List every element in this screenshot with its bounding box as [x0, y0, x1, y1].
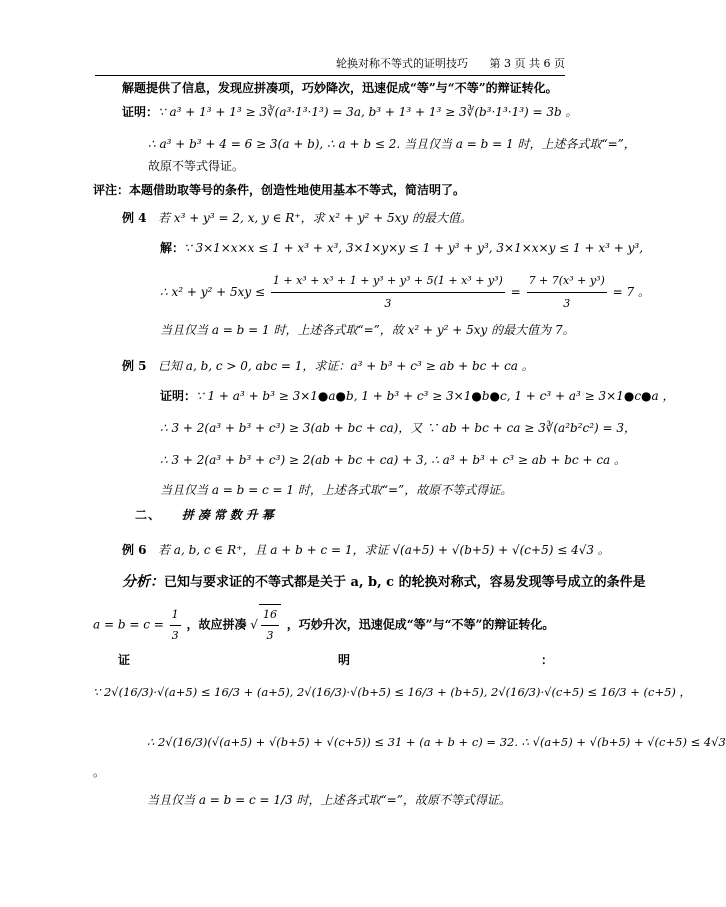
- one-third-fraction: [170, 605, 181, 646]
- proof-line-3: 故原不等式得证。: [148, 159, 245, 173]
- example-6-label: 例 6: [122, 543, 147, 557]
- fraction-1: [271, 270, 505, 315]
- analysis-label: 分析：: [122, 574, 164, 590]
- example-5-conclusion: 当且仅当 a = b = c = 1 时，上述各式取“=”，故原不等式得证。: [160, 483, 513, 497]
- fraction-2-denominator: 3: [563, 297, 571, 310]
- sixteen-numerator: 16: [261, 605, 279, 626]
- proof-label: 证明：: [122, 105, 159, 119]
- proof-heading-c: ：: [541, 653, 554, 667]
- ex5-math-1: ∵ 1 + a³ + b³ ≥ 3×1●a●b, 1 + b³ + c³ ≥ 3×1●b●c, 1 + c³ + a³ ≥ 3×1●c●a ，: [196, 389, 675, 403]
- analysis-text: 已知与要求证的不等式都是关于 a, b, c 的轮换对称式，容易发现等号成立的条件是: [164, 575, 646, 590]
- example-5-text: 已知 a, b, c > 0, abc = 1，求证：a³ + b³ + c³ ≥ ab + bc + ca 。: [157, 359, 534, 373]
- section-heading: [135, 506, 278, 523]
- example-6: [122, 542, 610, 558]
- proof-heading-b: 明: [338, 653, 351, 667]
- header-page-number: 第 3 页 共 6 页: [489, 57, 565, 70]
- proof-equation-1: ∵ 2√(16/3)·√(a+5) ≤ 16/3 + (a+5), 2√(16/3)·√(b+5) ≤ 16/3 + (b+5), 2√(16/3)·√(c+5) ≤ 16/3 + (c+5) ，: [93, 685, 692, 699]
- proof-line-2: ∴ a³ + b³ + 4 = 6 ≥ 3(a + b), ∴ a + b ≤ 2. 当且仅当 a = b = 1 时，上述各式取“=”，: [148, 137, 636, 151]
- header-title: 轮换对称不等式的证明技巧: [336, 57, 469, 70]
- analysis-line-2: [93, 604, 554, 646]
- one-third-denominator: 3: [171, 628, 179, 642]
- example-4: [122, 210, 472, 226]
- example-5-label: 例 5: [122, 359, 147, 373]
- proof-label-2: 证明：: [160, 389, 197, 403]
- radical-sign: √: [250, 617, 258, 632]
- section-number: 二、: [135, 508, 162, 522]
- analysis-end: ，巧妙升次，迅速促成“等”与“不等”的辩证转化。: [286, 617, 555, 632]
- fraction-1-numerator: 1 + x³ + x³ + 1 + y³ + y³ + 5(1 + x³ + y³): [271, 270, 505, 293]
- page-header: [95, 55, 565, 76]
- example-4-solution: [160, 240, 643, 256]
- proof-equation-2: ∴ 2√(16/3)(√(a+5) + √(b+5) + √(c+5)) ≤ 31 + (a + b + c) = 32. ∴ √(a+5) + √(b+5) + √(c+5) ≤ 4√3: [147, 735, 726, 749]
- example-4-label: 例 4: [122, 211, 147, 225]
- example-6-text: 若 a, b, c ∈ R⁺，且 a + b + c = 1，求证 √(a+5) + √(b+5) + √(c+5) ≤ 4√3 。: [157, 543, 610, 557]
- example-5-proof-2: ∴ 3 + 2(a³ + b³ + c³) ≥ 3(ab + bc + ca)，又 ∵ ab + bc + ca ≥ 3∛(a²b²c²) = 3，: [160, 421, 637, 435]
- three-denominator: 3: [266, 629, 274, 642]
- analysis-line-1: [122, 574, 646, 591]
- example-5: [122, 358, 534, 374]
- example-4-conclusion: 当且仅当 a = b = 1 时，上述各式取“=”，故 x² + y² + 5xy 的最大值为 7。: [160, 323, 575, 337]
- final-conclusion: 当且仅当 a = b = c = 1/3 时，上述各式取“=”，故原不等式得证。: [147, 793, 511, 807]
- fraction-2-numerator: 7 + 7(x³ + y³): [527, 270, 607, 293]
- ineq-left: ∴ x² + y² + 5xy ≤: [160, 285, 266, 299]
- example-4-text: 若 x³ + y³ = 2, x, y ∈ R⁺，求 x² + y² + 5xy 的最大值。: [157, 211, 473, 225]
- fraction-2: [527, 270, 607, 315]
- one-third-numerator: 1: [170, 605, 181, 626]
- fraction-1-denominator: 3: [384, 297, 392, 310]
- proof-heading-a: 证: [118, 653, 131, 667]
- example-4-inequality: ∴ x² + y² + 5xy ≤ $\frac{\text{1 + x³ + x³ + 1 + y³ + y³ + 5(1 + x³ + y³)}}{3}$ = $\frac{\text{7 + 7(x³ + y³)}}{3}$ = 7 。: [160, 270, 650, 315]
- section-title: 拼凑常数升幂: [181, 508, 278, 522]
- remark-line: 评注：本题借助取等号的条件，创造性地使用基本不等式，简洁明了。: [93, 183, 466, 197]
- example-5-proof-3: ∴ 3 + 2(a³ + b³ + c³) ≥ 2(ab + bc + ca) + 3, ∴ a³ + b³ + c³ ≥ ab + bc + ca 。: [160, 453, 627, 467]
- equality-condition: a = b = c =: [93, 617, 164, 632]
- proof-math-1: ∵ a³ + 1³ + 1³ ≥ 3∛(a³·1³·1³) = 3a, b³ + 1³ + 1³ ≥ 3∛(b³·1³·1³) = 3b 。: [158, 105, 578, 119]
- solution-math-1: ∵ 3×1×x×x ≤ 1 + x³ + x³, 3×1×y×y ≤ 1 + y³ + y³, 3×1×x×y ≤ 1 + x³ + y³,: [184, 241, 644, 255]
- proof-line-1: [122, 104, 578, 120]
- example-5-proof-1: [160, 388, 674, 404]
- solution-label: 解：: [160, 241, 185, 255]
- ineq-result: = 7 。: [612, 285, 650, 299]
- intro-line: 解题提供了信息，发现应拼凑项，巧妙降次，迅速促成“等”与“不等”的辩证转化。: [122, 81, 558, 95]
- trailing-period: 。: [93, 765, 106, 779]
- sqrt-sixteen-thirds: [259, 604, 281, 646]
- analysis-mid: ，故应拼凑: [186, 617, 247, 632]
